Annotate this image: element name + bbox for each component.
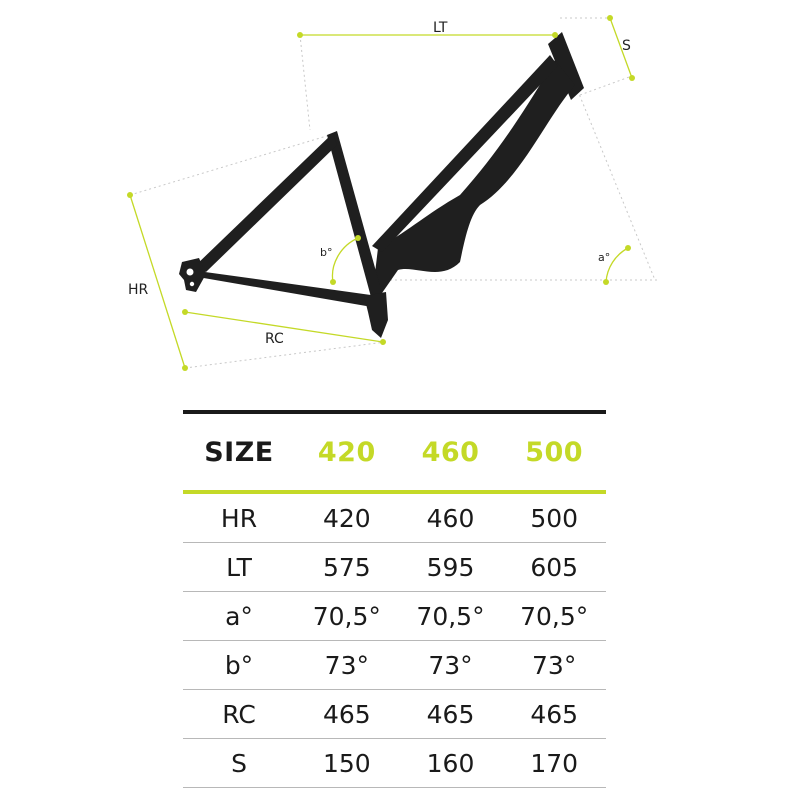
table-cell: 160: [426, 748, 475, 778]
size-460: 460: [421, 436, 480, 468]
table-cell: 70,5°: [416, 601, 485, 631]
table-cell: 73°: [324, 650, 369, 680]
row-label: RC: [222, 699, 256, 729]
table-cell: 605: [530, 552, 579, 582]
label-lt: LT: [433, 20, 448, 36]
table-cell: 70,5°: [312, 601, 381, 631]
row-label: a°: [225, 601, 253, 631]
table-cell: 460: [426, 503, 475, 533]
table-row-s: [183, 739, 606, 788]
table-row-hr: [183, 494, 606, 543]
table-cell: 500: [530, 503, 579, 533]
table-cell: 595: [426, 552, 475, 582]
table-row-lt: [183, 543, 606, 592]
chain-stay: [192, 272, 378, 307]
table-cell: 465: [426, 699, 475, 729]
table-cell: 465: [530, 699, 579, 729]
bike-frame-geometry-diagram: [0, 0, 800, 390]
bottom-bracket: [364, 292, 388, 338]
label-s: S: [622, 38, 631, 54]
bike-frame: [179, 32, 584, 338]
size-header: SIZE: [204, 436, 274, 468]
row-label: HR: [220, 503, 258, 533]
table-cell: 73°: [428, 650, 473, 680]
table-header-row: [183, 414, 606, 494]
row-label: b°: [224, 650, 254, 680]
geometry-table: [183, 410, 606, 788]
table-cell: 465: [322, 699, 371, 729]
size-500: 500: [525, 436, 584, 468]
seat-tube: [327, 131, 382, 297]
table-row-a-angle: [183, 592, 606, 641]
size-420: 420: [317, 436, 376, 468]
label-b-angle: b°: [320, 246, 333, 259]
table-cell: 575: [322, 552, 371, 582]
label-hr: HR: [128, 282, 149, 298]
row-label: S: [231, 748, 247, 778]
table-cell: 70,5°: [520, 601, 589, 631]
table-cell: 150: [322, 748, 371, 778]
label-rc: RC: [265, 331, 284, 347]
table-row-rc: [183, 690, 606, 739]
table-row-b-angle: [183, 641, 606, 690]
seat-stay: [193, 133, 337, 272]
label-a-angle: a°: [598, 251, 611, 264]
table-cell: 73°: [532, 650, 577, 680]
table-cell: 170: [530, 748, 579, 778]
table-cell: 420: [322, 503, 371, 533]
row-label: LT: [226, 552, 252, 582]
down-tube: [373, 60, 575, 293]
